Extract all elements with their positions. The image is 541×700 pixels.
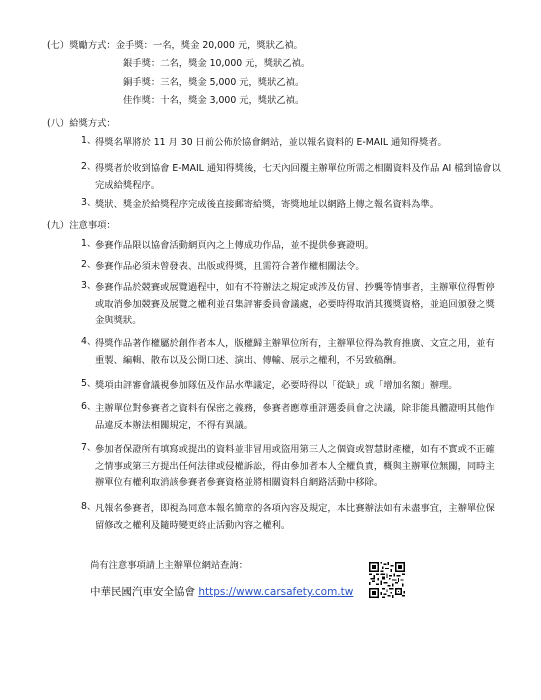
item-number: 2、 [81,259,97,270]
awards-heading: (七）獎勵方式： [47,40,116,51]
item-text: 主辦單位對參賽者之資料有保密之義務，參賽者應尊重評選委員會之決議，除非能具體證明其他作品違反本辦法相關規定，不得有異議。 [95,403,495,431]
item-number: 4、 [81,336,97,347]
item-number: 8、 [81,501,97,512]
item-number: 7、 [81,442,97,453]
award-silver: 銀手獎：二名，獎金 10,000 元，獎狀乙禎。 [123,58,311,69]
website-link[interactable]: https://www.carsafety.com.tw [198,586,354,598]
award-merit: 佳作獎：十名，獎金 3,000 元，獎狀乙禎。 [123,95,305,106]
item-text: 獎狀、獎金於給獎程序完成後直接郵寄給獎，寄獎地址以網路上傳之報名資料為準。 [95,199,439,210]
awards-row-1 [47,40,303,52]
item-text: 參賽作品於競賽或展覽過程中，如有不符辦法之規定或涉及仿冒、抄襲等情事者，主辦單位得暫停或取消參加競賽及展覽之權利並召集評審委員會議處，必要時得取消其獲獎資格，並追回頒發之獎金與獎狀。 [95,282,495,326]
item-number: 3、 [81,197,97,208]
item-number: 1、 [81,238,97,249]
item-text: 凡報名參賽者，即視為同意本報名簡章的各項內容及規定，本比賽辦法如有未盡事宜，主辦單位保留修改之權利及隨時變更終止活動內容之權利。 [95,503,495,531]
item-text: 參加者保證所有填寫或提出的資料並非冒用或盜用第三人之個資或智慧財產權，如有不實或不正確之情事或第三方提出任何法律或侵權訴訟，得由參加者本人全權負責，概與主辦單位無關，同時主辦單位有權利取消該參賽者參賽資格並將相關資料自網路活動中移除。 [95,444,495,488]
item-text: 得獎者於收到協會 E-MAIL 通知得獎後，七天內回覆主辦單位所需之相關資料及作品 AI 檔到協會以完成給獎程序。 [95,163,501,191]
delivery-heading: (八）給獎方式： [47,118,116,129]
inquiry-note: 尚有注意事項請上主辦單位網站查詢： [90,560,249,571]
item-text: 參賽作品必須未曾發表、出版或得獎，且需符合著作權相關法令。 [95,261,365,272]
item-number: 6、 [81,401,97,412]
organization-line [90,586,353,599]
item-number: 3、 [81,280,97,291]
organization-name: 中華民國汽車安全協會 [90,586,195,598]
item-number: 5、 [81,378,97,389]
item-text: 得獎作品著作權屬於創作者本人，版權歸主辦單位所有，主辦單位得為教育推廣、文宣之用，並有重製、編輯、散布以及公開口述、演出、傳輸、展示之權利，不另致稿酬。 [95,338,495,366]
item-text: 得獎名單將於 11 月 30 日前公佈於協會網站，並以報名資料的 E-MAIL 通知得獎者。 [95,137,447,148]
award-bronze: 銅手獎：三名，獎金 5,000 元，獎狀乙禎。 [123,77,305,88]
item-text: 參賽作品限以協會活動網頁內之上傳成功作品，並不提供參賽證明。 [95,240,374,251]
item-number: 1、 [81,135,97,146]
award-gold: 金手獎：一名，獎金 20,000 元，獎狀乙禎。 [115,40,303,51]
notes-heading: (九）注意事項： [47,220,116,231]
qr-code-icon [369,562,405,598]
item-number: 2、 [81,161,97,172]
item-text: 獎項由評審會議視參加隊伍及作品水準議定，必要時得以「從缺」或「增加名額」辦理。 [95,380,458,391]
